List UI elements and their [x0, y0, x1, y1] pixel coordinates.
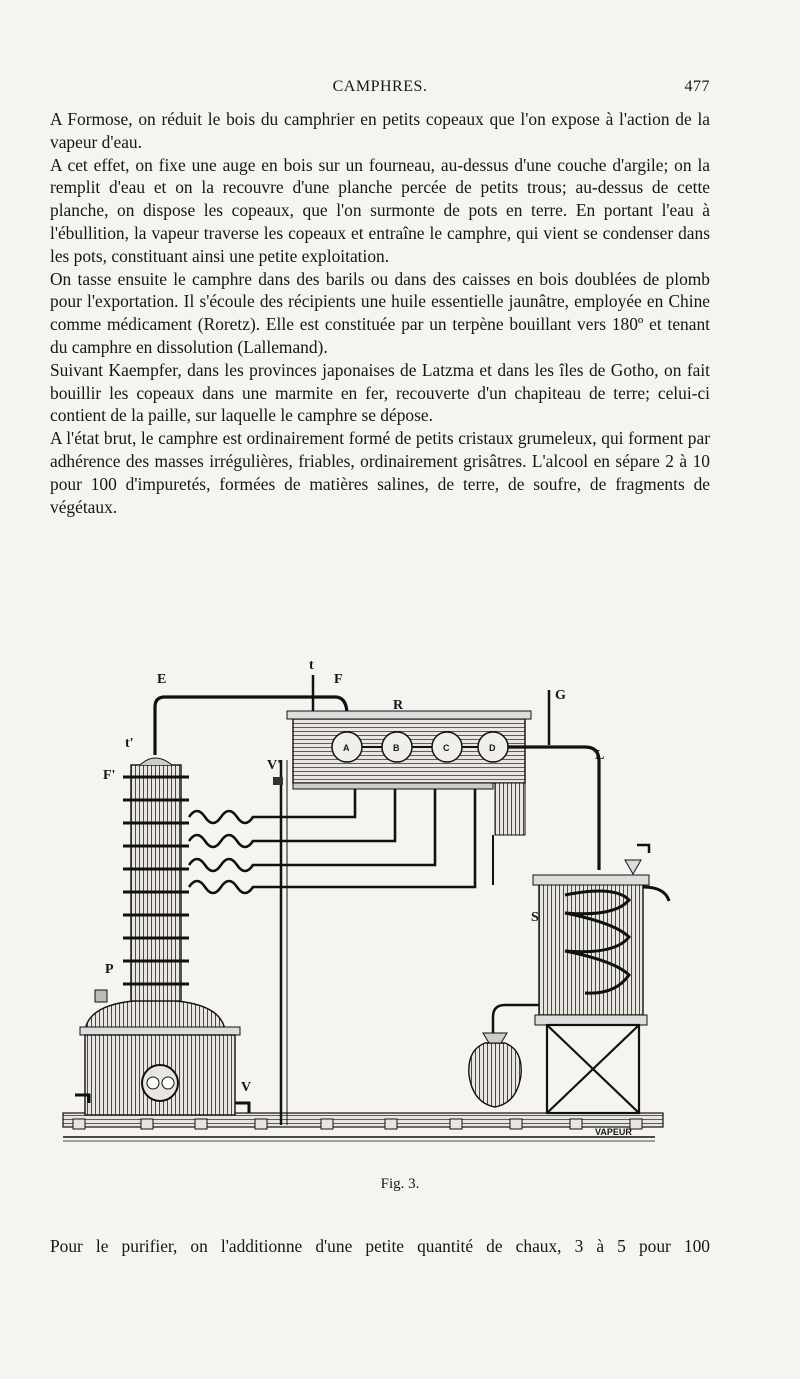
label-V-prime: V': [267, 758, 281, 773]
label-C: C: [443, 743, 450, 753]
label-L: L: [595, 748, 605, 763]
label-P: P: [105, 962, 114, 977]
label-S: S: [531, 910, 539, 925]
label-A: A: [343, 743, 350, 753]
paragraph: A l'état brut, le camphre est ordinairement formé de petits cristaux grumeleux, qui forment par adhérence des masses irrégulières, friables, ordinairement grisâtres. L'alcool en sépare 2 à 10 pour 100 d'impuretés, formées de matières salines, de terre, de soufre, de fragments de végétaux.: [50, 428, 710, 517]
label-R: R: [393, 698, 404, 713]
label-F: F: [334, 672, 343, 687]
page-number: 477: [684, 78, 710, 95]
label-G: G: [555, 688, 566, 703]
label-E: E: [157, 672, 167, 687]
running-header: [50, 78, 710, 102]
paragraph: Suivant Kaempfer, dans les provinces japonaises de Latzma et dans les îles de Gotho, on fait bouillir les copeaux dans une marmite en fer, recouverte d'un chapiteau de terre; celui-ci contient de la paille, sur laquelle le camphre se dépose.: [50, 359, 710, 426]
paragraph: On tasse ensuite le camphre dans des barils ou dans des caisses en bois doublées de plomb pour l'exportation. Il s'écoule des récipients une huile essentielle jaunâtre, employée en Chine comme médicament (Roretz). Elle est constituée par un terpène bouillant vers 180º et tenant du camphre en dissolution (Lallemand).: [50, 268, 710, 357]
label-vapeur: VAPEUR: [595, 1127, 632, 1137]
label-F-prime: F': [103, 768, 116, 783]
paragraph: A cet effet, on fixe une auge en bois sur un fourneau, au-dessus d'une couche d'argile; on la remplit d'eau et on la recouvre d'une planche percée de petits trous; au-dessus de cette planche, on dispose les copeaux, que l'on surmonte de pots en terre. En portant l'eau à l'ébullition, la vapeur traverse les copeaux et entraîne le camphre, qui vient se condenser dans les pots, constituant ainsi une petite exploitation.: [50, 154, 710, 266]
label-t: t: [309, 658, 314, 673]
label-B: B: [393, 743, 400, 753]
continuation-line: Pour le purifier, on l'additionne d'une petite quantité de chaux, 3 à 5 pour 100: [50, 1236, 710, 1256]
apparatus-engraving: [55, 655, 705, 1170]
body-text: [50, 108, 710, 518]
running-title: CAMPHRES.: [332, 78, 428, 95]
paragraph: A Formose, on réduit le bois du camphrier en petits copeaux que l'on expose à l'action de la vapeur d'eau.: [50, 109, 710, 152]
label-V: V: [241, 1080, 252, 1095]
label-t-prime: t': [125, 736, 134, 751]
figure-caption: Fig. 3.: [380, 1176, 420, 1192]
label-D: D: [489, 743, 496, 753]
distillation-apparatus-figure: [55, 655, 705, 1170]
